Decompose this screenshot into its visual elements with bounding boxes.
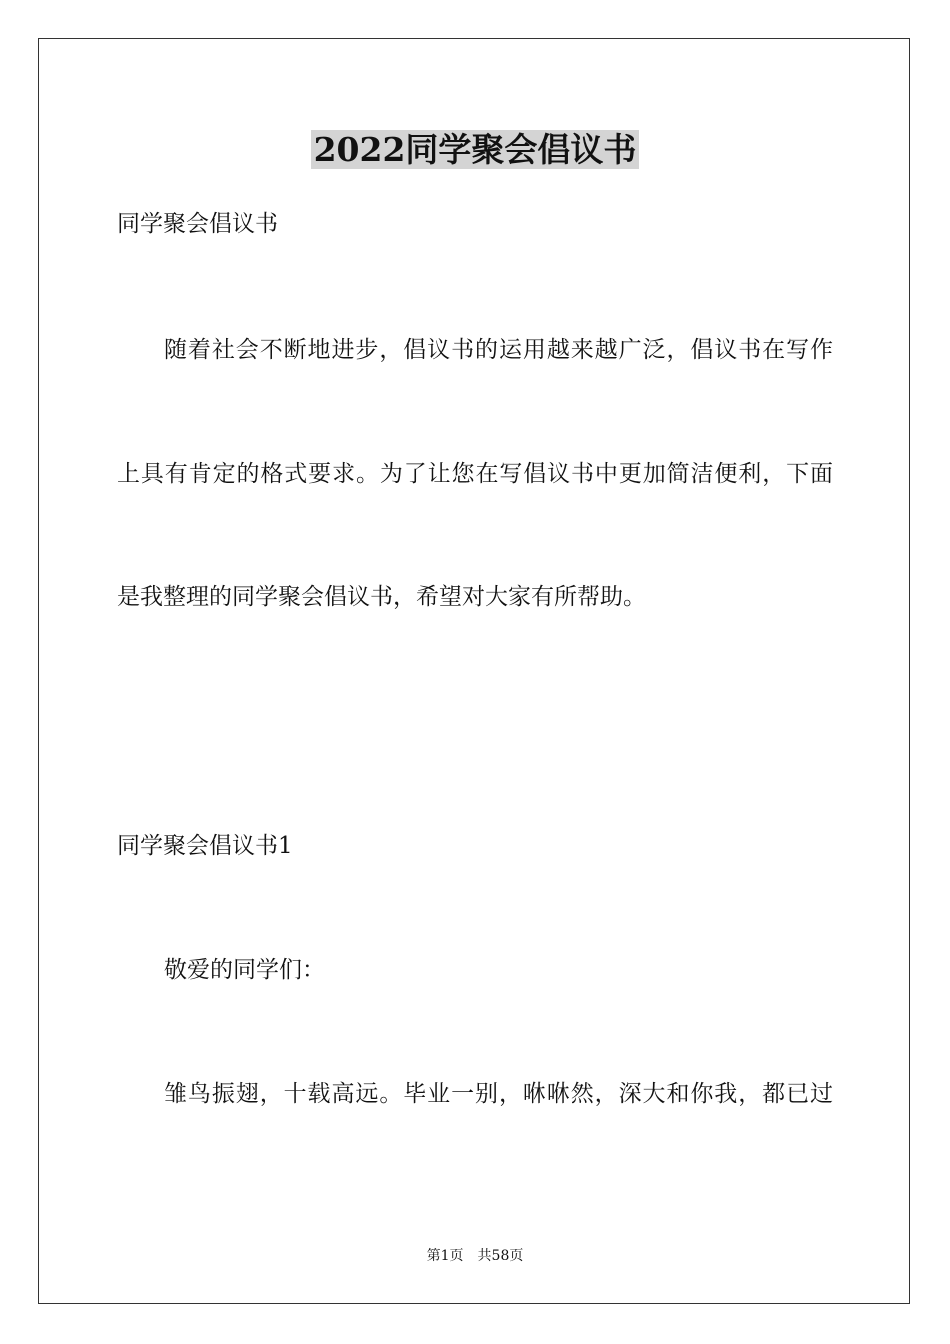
- document-title: [0, 128, 950, 172]
- page-total: 共58页: [477, 1248, 524, 1264]
- salutation: 敬爱的同学们：: [164, 957, 325, 983]
- body-line: 雏鸟振翅，十载高远。毕业一别，咻咻然，深大和你我，都已过: [164, 1081, 833, 1107]
- page-number: 第1页: [426, 1248, 464, 1264]
- document-title-text: 2022同学聚会倡议书: [311, 130, 640, 169]
- intro-line-1: 随着社会不断地进步，倡议书的运用越来越广泛，倡议书在写作: [164, 337, 833, 363]
- document-subtitle: 同学聚会倡议书: [117, 211, 278, 237]
- page-footer: [0, 1247, 950, 1265]
- intro-line-3: 是我整理的同学聚会倡议书，希望对大家有所帮助。: [117, 584, 646, 610]
- intro-line-2: 上具有肯定的格式要求。为了让您在写倡议书中更加简洁便利，下面: [117, 461, 833, 487]
- section-heading: 同学聚会倡议书1: [117, 833, 293, 859]
